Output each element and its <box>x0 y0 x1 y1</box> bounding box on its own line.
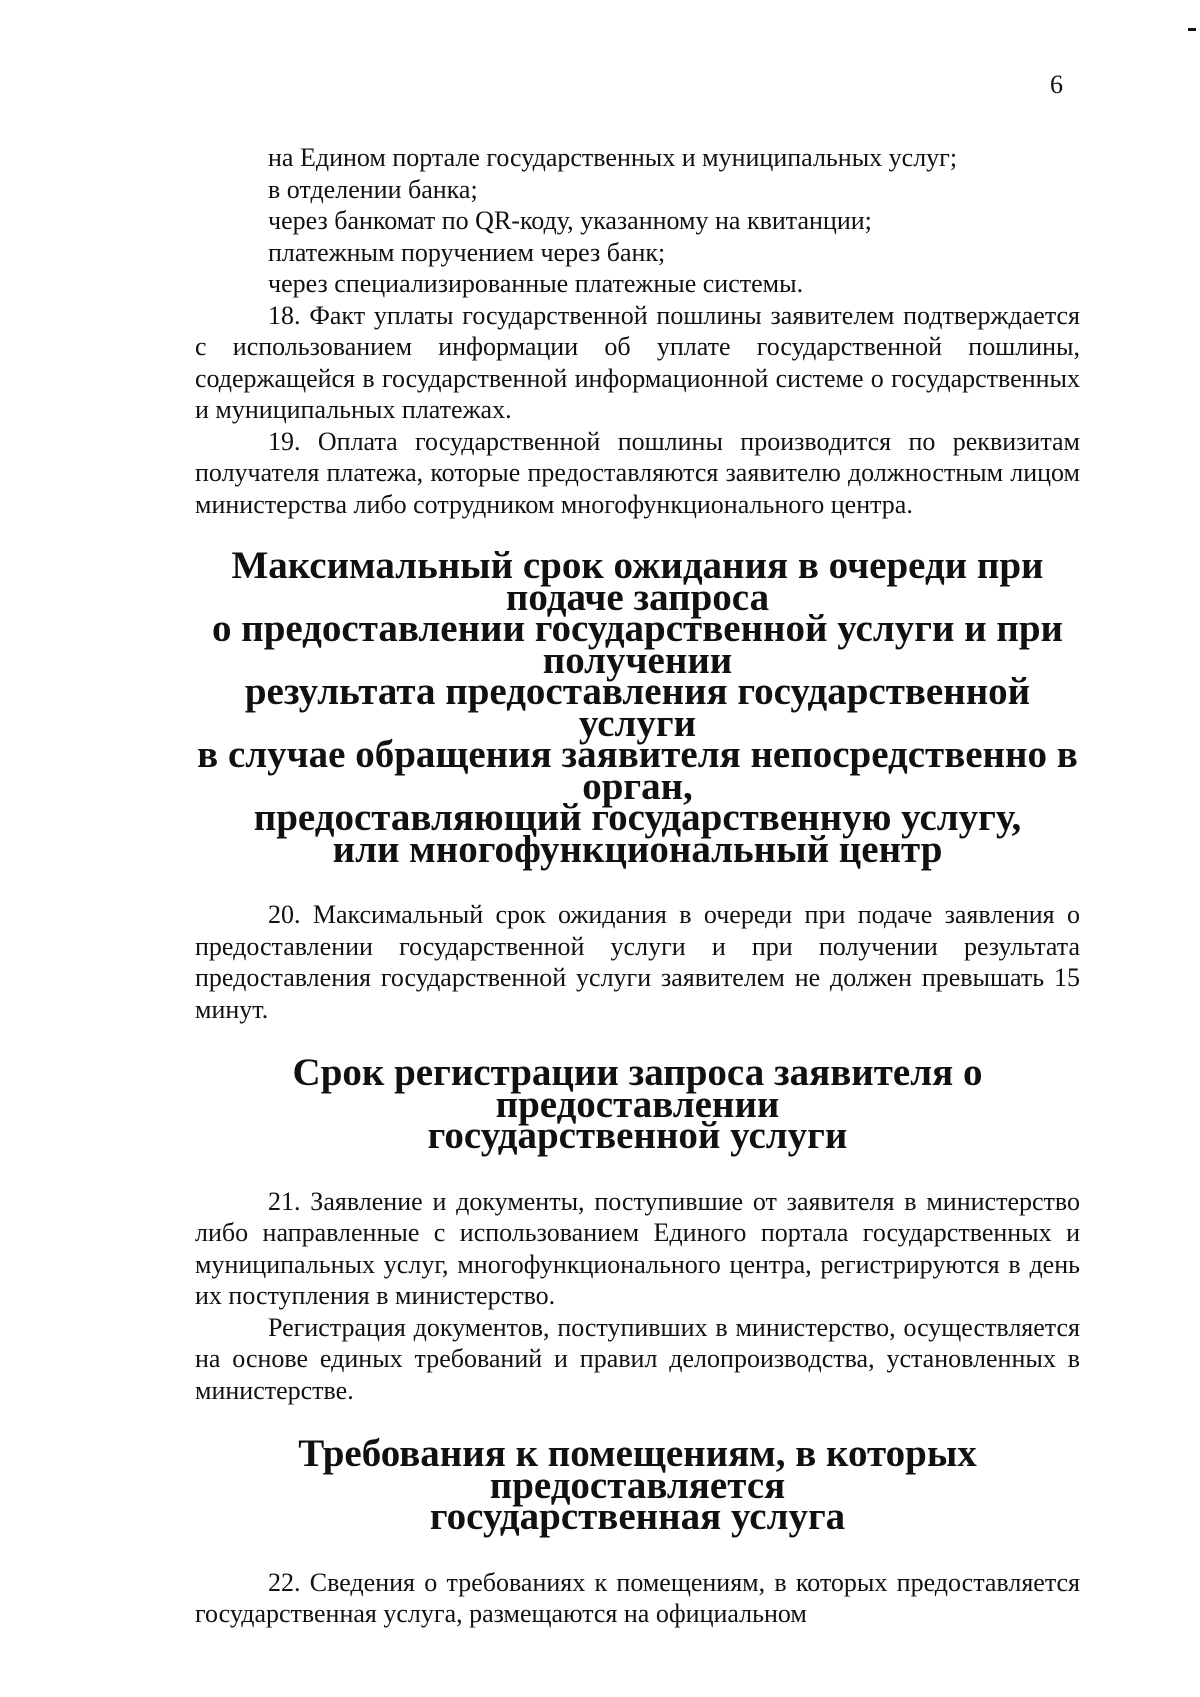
payment-method-item: в отделении банка; <box>268 174 478 204</box>
payment-method-item: через банкомат по QR-коду, указанному на квитанции; <box>268 206 872 235</box>
page-number: 6 <box>1050 70 1063 99</box>
page-edge-mark <box>1188 28 1196 31</box>
payment-method-item: через специализированные платежные системы. <box>268 269 804 298</box>
section-heading-premises: Требования к помещениям, в которых предоставляется государственная услуга <box>298 1432 977 1538</box>
paragraph-19: 19. Оплата государственной пошлины производится по реквизитам получателя платежа, которые предоставляются заявителю должностным лицом министерства либо сотрудником многофункционального центра. <box>195 426 1080 519</box>
paragraph-18: 18. Факт уплаты государственной пошлины заявителем подтверждается с использованием информации об уплате государственной пошлины, содержащейся в государственной информационной системе о государственных и муниципальных платежах. <box>195 300 1080 424</box>
section-heading-queue-time: Максимальный срок ожидания в очереди при подаче запроса о предоставлении государственной услуги и при получении результата предоставления государственной услуги в случае обращения заявителя непосредственно в орган, предоставляющий государственную услугу, или многофункциональный центр <box>197 544 1078 871</box>
document-body <box>195 142 1080 1630</box>
paragraph-22: 22. Сведения о требованиях к помещениям, в которых предоставляется государственная услуга, размещаются на официальном <box>195 1567 1080 1628</box>
paragraph-20: 20. Максимальный срок ожидания в очереди при подаче заявления о предоставлении государственной услуги и при получении результата предоставления государственной услуги заявителем не должен превышать 15 минут. <box>195 900 1080 1024</box>
paragraph-21-registration: Регистрация документов, поступивших в министерство, осуществляется на основе единых требований и правил делопроизводства, установленных в министерстве. <box>195 1312 1080 1405</box>
payment-method-item: на Едином портале государственных и муниципальных услуг; <box>268 143 958 172</box>
payment-method-item: платежным поручением через банк; <box>268 237 666 267</box>
section-heading-registration: Срок регистрации запроса заявителя о предоставлении государственной услуги <box>292 1051 983 1157</box>
paragraph-21: 21. Заявление и документы, поступившие от заявителя в министерство либо направленные с использованием Единого портала государственных и муниципальных услуг, многофункционального центра, регистрируются в день их поступления в министерство. <box>195 1186 1080 1310</box>
